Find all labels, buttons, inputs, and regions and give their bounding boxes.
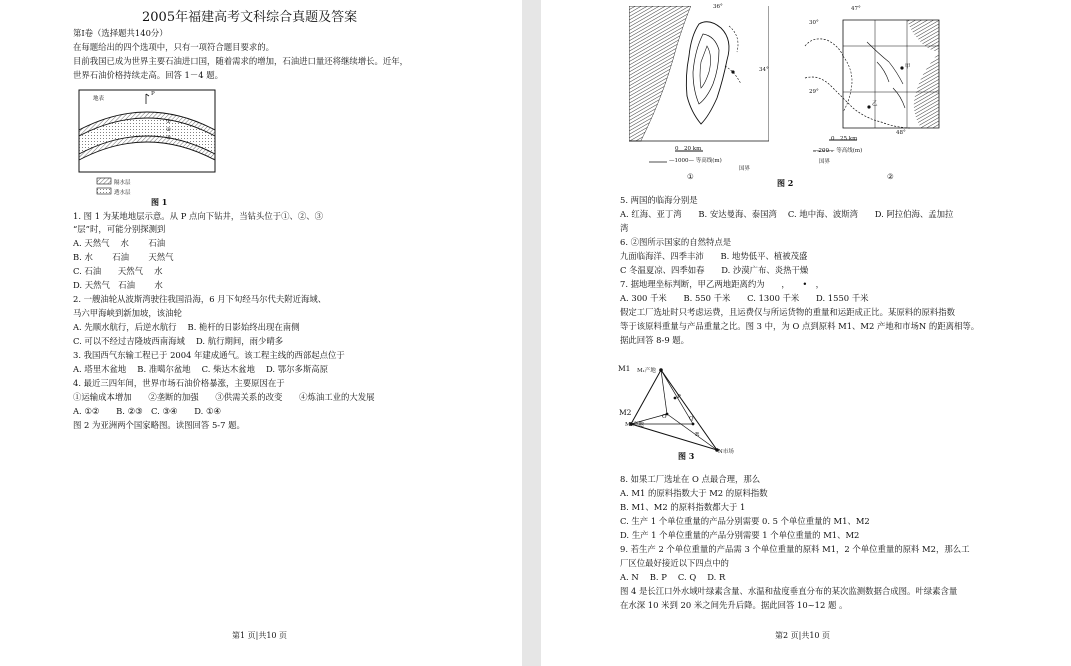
fig1-legend-1: 隔水层 — [114, 180, 131, 186]
question-line: 9. 若生产 2 个单位重量的产品需 3 个单位重量的原料 M1，2 个单位重量的原料 M2，那么工 — [620, 544, 970, 554]
option-line: D. 生产 1 个单位重量的产品分别需要 1 个单位重量的 M1、M2 — [620, 530, 860, 540]
fig1-point-p: P — [151, 91, 155, 97]
option-line: 九面临海洋、四季丰沛 B. 地势低平、植被茂盛 — [620, 251, 808, 261]
map1-scale: 0 20 km — [675, 146, 702, 152]
map2-point-yi: 乙 — [872, 101, 878, 107]
option-line: A. M1 的原料指数大于 M2 的原料指数 — [620, 488, 768, 498]
fig1-legend-2: 透水层 — [114, 190, 131, 196]
option-line: C 冬温夏凉、四季如春 D. 沙漠广布、炎热干燥 — [620, 265, 809, 275]
option-line: A. 红海、亚丁湾 B. 安达曼海、泰国湾 C. 地中海、波斯湾 D. 阿拉伯海、孟加拉 — [620, 209, 954, 219]
figure-1-strata-diagram — [78, 86, 218, 201]
document-title: 2005年福建高考文科综合真题及答案 — [142, 10, 358, 25]
map1-legend-border: 国界 — [739, 166, 751, 172]
map2-lat-left-top: 30° — [809, 20, 819, 26]
option-line: A. N B. P C. Q D. R — [620, 572, 726, 582]
fig3-point-o: O — [662, 414, 667, 420]
option-line: C. 可以不经过吉隆坡西南海域 D. 航行期间，雨少晴多 — [73, 336, 284, 346]
option-line: A. 300 千米 B. 550 千米 C. 1300 千米 D. 1550 千米 — [620, 293, 869, 303]
map2-lat-bottom: 48° — [896, 130, 906, 136]
option-line: C. 生产 1 个单位重量的产品分别需要 0. 5 个单位重量的 M1、M2 — [620, 516, 870, 526]
fig3-m1-sub: M₁产地 — [637, 368, 656, 374]
fig3-n-label: N市场 — [718, 449, 734, 455]
page-2 — [541, 0, 1071, 666]
question-line: 1. 图 1 为某地地层示意。从 P 点向下钻井，当钻头位于①、②、③ — [73, 211, 324, 221]
option-line: C. 石油 天然气 水 — [73, 266, 163, 276]
passage-line: 图 4 是长江口外水域叶绿素含量、水温和盐度垂直分布的某次监测数据合成图。叶绿素含量 — [620, 586, 958, 596]
page-footer: 第2 页|共10 页 — [775, 631, 831, 640]
question-line: 马六甲海峡到新加坡，该油轮 — [73, 308, 182, 318]
fig1-circle-1: ① — [166, 119, 171, 125]
figure-3-triangle — [627, 360, 737, 460]
page-footer: 第1 页|共10 页 — [232, 631, 288, 640]
map2-scale: 0 25 km — [831, 136, 858, 142]
figure-3-caption: 图 3 — [678, 451, 695, 461]
option-line: A. 塔里木盆地 B. 准噶尔盆地 C. 柴达木盆地 D. 鄂尔多斯高原 — [73, 364, 329, 374]
option-line: ①运输成本增加 ②垄断的加强 ③供需关系的改变 ④炼油工业的大发展 — [73, 392, 375, 402]
fig3-point-r: R — [695, 432, 700, 438]
figure-2-caption: 图 2 — [777, 178, 794, 188]
question-line: 8. 如果工厂选址在 O 点最合理，那么 — [620, 474, 761, 484]
option-line: B. M1、M2 的原料指数都大于 1 — [620, 502, 746, 512]
passage-line: 假定工厂选址时只考虑运费，且运费仅与所运货物的重量和运距成正比。某原料的原料指数 — [620, 307, 955, 317]
question-line: 6. ②图所示国家的自然特点是 — [620, 237, 732, 247]
fig3-m2-sub: M₂产地 — [625, 422, 644, 428]
map1-legend: —1000— 等高线(m) — [669, 158, 722, 164]
question-line: 7. 据地理坐标判断，甲乙两地距离约为 ， • ， — [620, 279, 825, 289]
option-line: D. 天然气 石油 水 — [73, 280, 163, 290]
option-line: 湾 — [620, 223, 629, 233]
option-line: A. 先顺水航行，后逆水航行 B. 桅杆的日影始终出现在南侧 — [73, 322, 300, 332]
map1-number: ① — [687, 172, 694, 181]
section-heading: 第Ⅰ卷（选择题共140分） — [73, 28, 168, 38]
passage-line: 据此回答 8-9 题。 — [620, 335, 690, 345]
fig1-circle-3: ③ — [166, 135, 171, 141]
page-1 — [0, 0, 522, 666]
map2-legend: —200— 等高线(m) — [813, 148, 863, 154]
figure-2-map-2 — [803, 12, 947, 166]
question-line: 3. 我国西气东输工程已于 2004 年建成通气。该工程主线的西部起点位于 — [73, 350, 345, 360]
map2-point-jia: 甲 — [905, 64, 911, 70]
fig3-point-p: P — [677, 394, 681, 400]
question-line: 5. 两国的临海分别是 — [620, 195, 698, 205]
figure-2-map-1 — [629, 6, 769, 166]
passage-line: 等于该原料重量与产品重量之比。图 3 中，为 O 点到原料 M1、M2 产地和市场N 的距离相等。 — [620, 321, 980, 331]
question-line: 图 2 为亚洲两个国家略图。读图回答 5-7 题。 — [73, 420, 245, 430]
fig3-m2-label: M2 — [619, 408, 632, 417]
question-line: 4. 最近三四年间，世界市场石油价格暴涨，主要原因在于 — [73, 378, 285, 388]
map2-number: ② — [887, 172, 894, 181]
intro-line: 世界石油价格持续走高。回答 1－4 题。 — [73, 70, 223, 80]
fig1-surface-label: 地表 — [93, 96, 105, 102]
intro-line: 在每题给出的四个选项中，只有一项符合题目要求的。 — [73, 42, 274, 52]
intro-line: 目前我国已成为世界主要石油进口国，随着需求的增加，石油进口量还将继续增长。近年， — [73, 56, 408, 66]
figure-1-caption: 图 1 — [151, 197, 168, 207]
fig1-circle-2: ② — [166, 127, 171, 133]
map1-lat-top: 36° — [713, 4, 723, 10]
map1-lat-right: 34° — [759, 67, 769, 73]
option-line: A. ①② B. ②③ C. ③④ D. ①④ — [73, 406, 221, 416]
map2-lat-left-bottom: 29° — [809, 89, 819, 95]
option-line: B. 水 石油 天然气 — [73, 252, 174, 262]
map2-legend-border: 国界 — [819, 159, 831, 165]
question-line: “层”时，可能分别探测到 — [73, 224, 166, 234]
question-line: 2. 一艘油轮从波斯湾驶往我国沿海，6 月下旬经马尔代夫附近海域、 — [73, 294, 327, 304]
fig3-m1-label: M1 — [618, 364, 631, 373]
option-line: A. 天然气 水 石油 — [73, 238, 166, 248]
map2-lat-top: 47° — [851, 6, 861, 12]
passage-line: 在水深 10 米到 20 米之间先升后降。据此回答 10~12 题 。 — [620, 600, 848, 610]
fig3-point-q: Q — [689, 416, 694, 422]
question-line: 厂区位最好接近以下四点中的 — [620, 558, 729, 568]
